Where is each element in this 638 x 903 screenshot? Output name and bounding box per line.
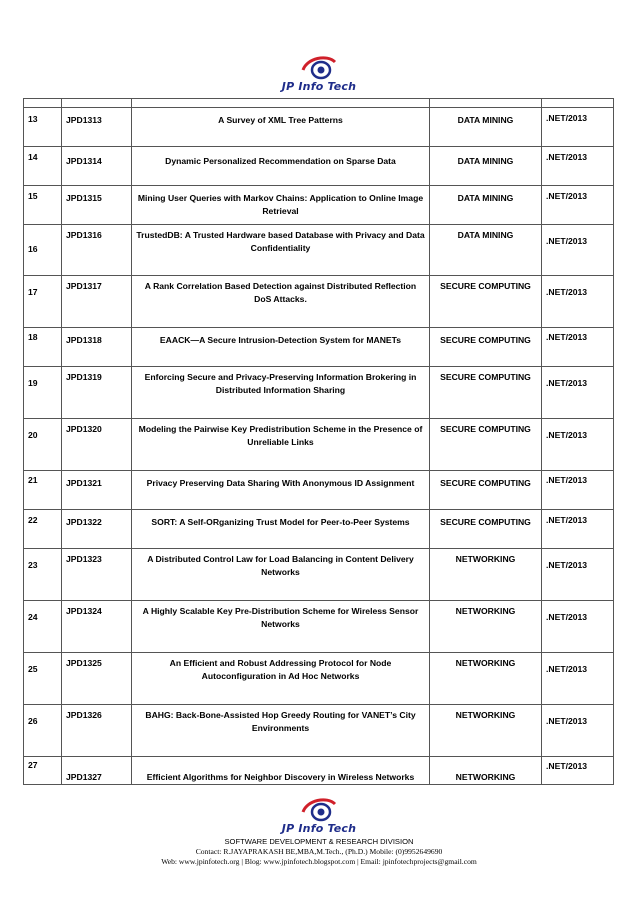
project-code: JPD1315 (62, 186, 132, 225)
table-row (24, 225, 614, 276)
footer-web: Web: www.jpinfotech.org | Blog: www.jpinfotech.blogspot.com | Email: jpinfotechprojects@gmail.com (161, 857, 477, 866)
table-row (24, 601, 614, 653)
project-domain: DATA MINING (430, 108, 542, 147)
project-title: Modeling the Pairwise Key Predistribution Scheme in the Presence of Unreliable Links (132, 419, 430, 471)
project-domain: DATA MINING (430, 186, 542, 225)
table-row (24, 549, 614, 601)
project-title: A Rank Correlation Based Detection against Distributed Reflection DoS Attacks. (132, 276, 430, 328)
project-platform: .NET/2013 (542, 367, 614, 419)
project-platform: .NET/2013 (542, 276, 614, 328)
project-platform: .NET/2013 (542, 601, 614, 653)
project-platform: .NET/2013 (542, 225, 614, 276)
row-number: 26 (24, 705, 62, 757)
project-title: A Survey of XML Tree Patterns (132, 108, 430, 147)
project-code: JPD1325 (62, 653, 132, 705)
project-code: JPD1314 (62, 147, 132, 186)
table-row (24, 510, 614, 549)
row-number: 18 (24, 328, 62, 367)
table-row (24, 757, 614, 785)
project-code: JPD1313 (62, 108, 132, 147)
project-title: Enforcing Secure and Privacy-Preserving Information Brokering in Distributed Information Sharing (132, 367, 430, 419)
project-platform: .NET/2013 (542, 147, 614, 186)
table-row (24, 276, 614, 328)
row-number: 15 (24, 186, 62, 225)
table-row (24, 108, 614, 147)
footer-contact: Contact: R.JAYAPRAKASH BE,MBA,M.Tech., (Ph.D.) Mobile: (0)9952649690 (195, 847, 443, 856)
table-row (24, 367, 614, 419)
project-code: JPD1324 (62, 601, 132, 653)
footer-division: SOFTWARE DEVELOPMENT & RESEARCH DIVISION (224, 837, 414, 846)
project-platform: .NET/2013 (542, 757, 614, 785)
row-number: 13 (24, 108, 62, 147)
project-platform: .NET/2013 (542, 705, 614, 757)
table-row (24, 653, 614, 705)
project-platform: .NET/2013 (542, 510, 614, 549)
table-row (24, 419, 614, 471)
project-code: JPD1317 (62, 276, 132, 328)
project-domain: SECURE COMPUTING (430, 328, 542, 367)
project-domain: NETWORKING (430, 601, 542, 653)
project-domain: NETWORKING (430, 757, 542, 785)
table-row (24, 705, 614, 757)
project-platform: .NET/2013 (542, 328, 614, 367)
project-domain: DATA MINING (430, 147, 542, 186)
project-domain: DATA MINING (430, 225, 542, 276)
project-title: A Highly Scalable Key Pre-Distribution Scheme for Wireless Sensor Networks (132, 601, 430, 653)
project-code: JPD1323 (62, 549, 132, 601)
project-platform: .NET/2013 (542, 108, 614, 147)
row-number: 19 (24, 367, 62, 419)
project-code: JPD1322 (62, 510, 132, 549)
table-row (24, 471, 614, 510)
project-code: JPD1316 (62, 225, 132, 276)
project-domain: SECURE COMPUTING (430, 510, 542, 549)
project-domain: SECURE COMPUTING (430, 419, 542, 471)
project-title: A Distributed Control Law for Load Balancing in Content Delivery Networks (132, 549, 430, 601)
project-title: An Efficient and Robust Addressing Protocol for Node Autoconfiguration in Ad Hoc Networks (132, 653, 430, 705)
row-number: 21 (24, 471, 62, 510)
project-table (23, 98, 614, 785)
project-code: JPD1318 (62, 328, 132, 367)
project-code: JPD1319 (62, 367, 132, 419)
project-domain: SECURE COMPUTING (430, 471, 542, 510)
project-platform: .NET/2013 (542, 186, 614, 225)
project-title: Privacy Preserving Data Sharing With Anonymous ID Assignment (132, 471, 430, 510)
row-number: 20 (24, 419, 62, 471)
logo-text: JP Info Tech (281, 80, 357, 93)
row-number: 23 (24, 549, 62, 601)
row-number: 24 (24, 601, 62, 653)
project-title: SORT: A Self-ORganizing Trust Model for Peer-to-Peer Systems (132, 510, 430, 549)
logo-text: JP Info Tech (281, 822, 357, 835)
logo-emblem-icon (299, 54, 339, 82)
table-row (24, 328, 614, 367)
row-number: 17 (24, 276, 62, 328)
header-logo (0, 54, 638, 93)
footer-logo (0, 796, 638, 835)
row-number: 16 (24, 225, 62, 276)
table-row (24, 186, 614, 225)
row-number: 22 (24, 510, 62, 549)
project-domain: NETWORKING (430, 705, 542, 757)
project-title: TrustedDB: A Trusted Hardware based Database with Privacy and Data Confidentiality (132, 225, 430, 276)
table-header-row (24, 99, 614, 108)
table-row (24, 147, 614, 186)
project-domain: NETWORKING (430, 653, 542, 705)
row-number: 27 (24, 757, 62, 785)
project-domain: SECURE COMPUTING (430, 276, 542, 328)
project-platform: .NET/2013 (542, 471, 614, 510)
project-platform: .NET/2013 (542, 419, 614, 471)
project-domain: SECURE COMPUTING (430, 367, 542, 419)
row-number: 25 (24, 653, 62, 705)
project-title: Efficient Algorithms for Neighbor Discovery in Wireless Networks (132, 757, 430, 785)
project-title: EAACK—A Secure Intrusion-Detection System for MANETs (132, 328, 430, 367)
project-title: BAHG: Back-Bone-Assisted Hop Greedy Routing for VANET’s City Environments (132, 705, 430, 757)
project-code: JPD1326 (62, 705, 132, 757)
logo-emblem-icon (299, 796, 339, 824)
project-title: Mining User Queries with Markov Chains: Application to Online Image Retrieval (132, 186, 430, 225)
project-platform: .NET/2013 (542, 549, 614, 601)
project-code: JPD1321 (62, 471, 132, 510)
project-code: JPD1320 (62, 419, 132, 471)
row-number: 14 (24, 147, 62, 186)
project-code: JPD1327 (62, 757, 132, 785)
project-domain: NETWORKING (430, 549, 542, 601)
project-title: Dynamic Personalized Recommendation on Sparse Data (132, 147, 430, 186)
project-platform: .NET/2013 (542, 653, 614, 705)
